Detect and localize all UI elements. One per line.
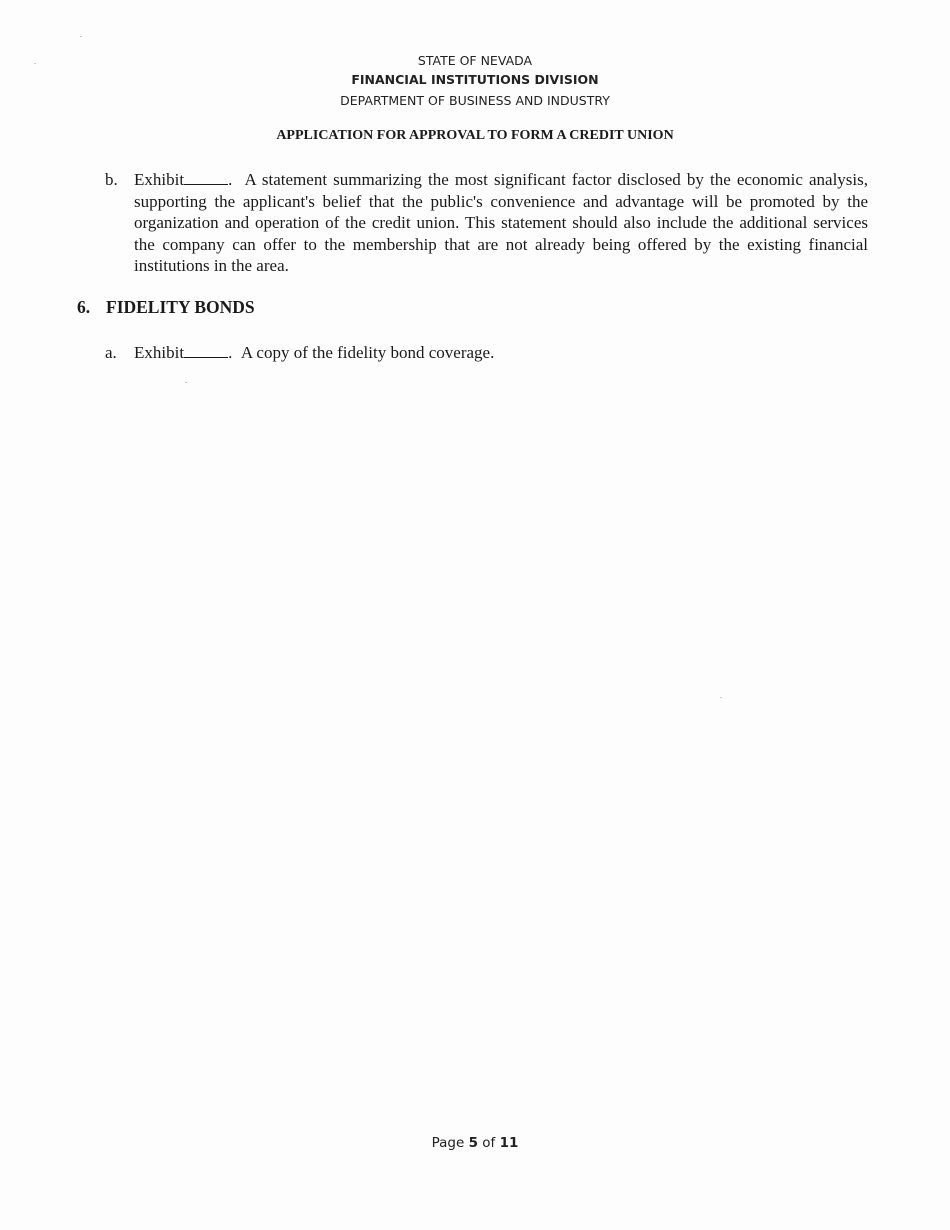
item-text-b: A statement summarizing the most significant factor disclosed by the economic analysis, supporting the applicant's belief that the public's convenience and advantage will be promoted by the organization and operation of the credit union. This statement should also include the additional services the company can offer to the membership that are not already being offered by the existing financial institutions in the area. <box>134 170 869 275</box>
exhibit-period-b: . <box>228 170 233 189</box>
exhibit-label-a: Exhibit <box>134 343 185 362</box>
header-state: STATE OF NEVADA <box>417 53 533 68</box>
item-body-b <box>134 169 868 277</box>
exhibit-period-a: . <box>228 343 233 362</box>
footer-current-page: 5 <box>468 1135 478 1151</box>
section-title: FIDELITY BONDS <box>106 297 255 317</box>
item-marker-b: b. <box>105 170 118 189</box>
footer-of-word: of <box>482 1135 496 1151</box>
header-division: FINANCIAL INSTITUTIONS DIVISION <box>351 72 599 87</box>
item-marker-a: a. <box>105 343 117 362</box>
header-department: DEPARTMENT OF BUSINESS AND INDUSTRY <box>340 93 610 108</box>
scan-speck <box>80 36 82 37</box>
section-heading <box>77 297 255 318</box>
footer-total-pages: 11 <box>499 1135 519 1151</box>
scan-speck <box>720 697 722 698</box>
exhibit-number-blank-b[interactable] <box>184 170 228 185</box>
item-text-a: A copy of the fidelity bond coverage. <box>240 343 495 362</box>
exhibit-item-a <box>105 342 868 364</box>
exhibit-number-blank-a[interactable] <box>184 343 228 358</box>
item-body-a <box>134 342 868 364</box>
exhibit-label-b: Exhibit <box>134 170 185 189</box>
page-footer <box>0 1135 950 1151</box>
scan-speck <box>185 382 187 383</box>
document-title: APPLICATION FOR APPROVAL TO FORM A CREDIT UNION <box>276 128 674 143</box>
section-number: 6. <box>77 297 91 317</box>
exhibit-item-b <box>105 169 868 277</box>
scan-speck <box>34 63 36 64</box>
footer-page-word: Page <box>431 1135 465 1151</box>
